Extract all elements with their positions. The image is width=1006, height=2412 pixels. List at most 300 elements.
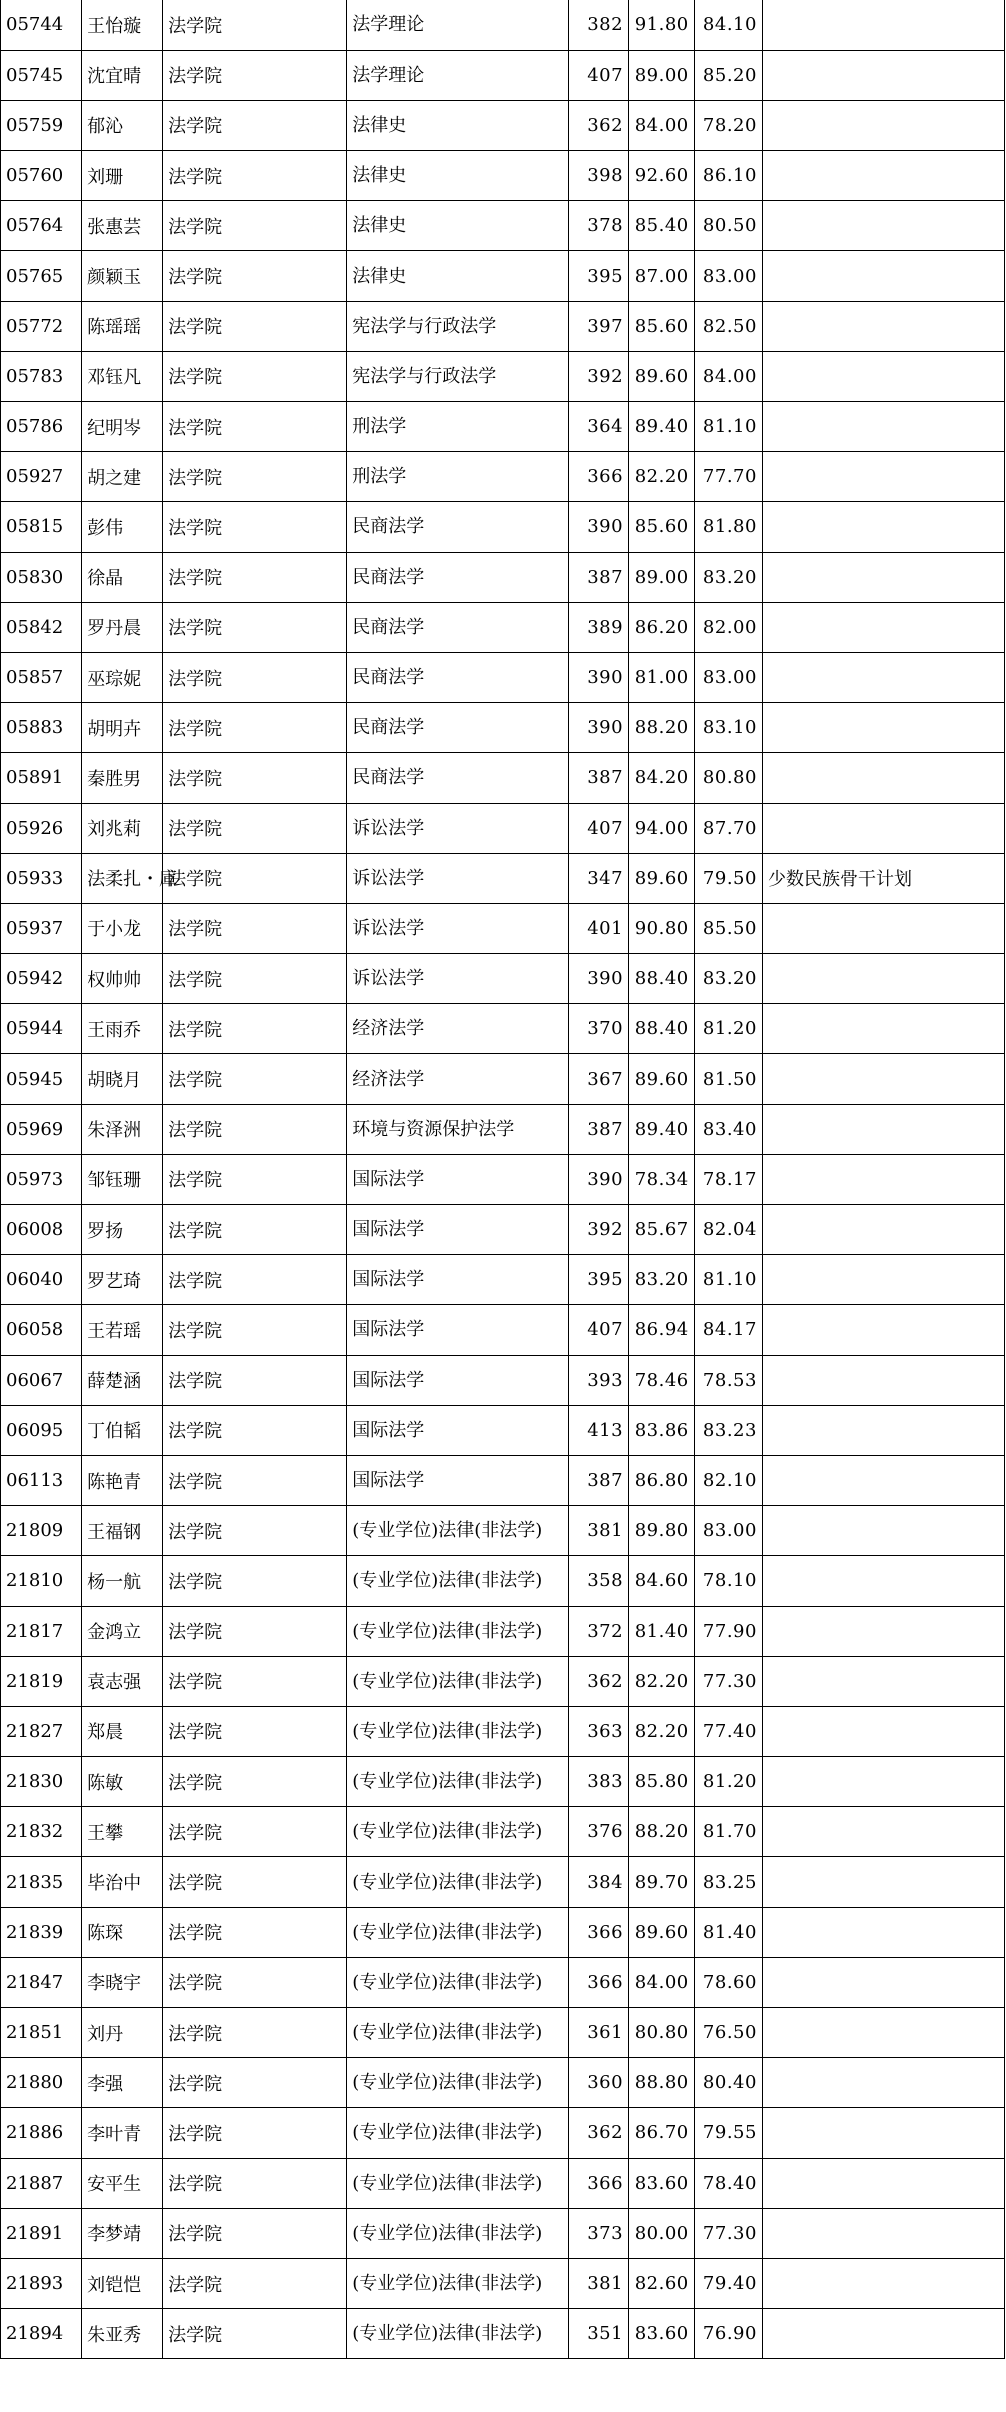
interview-score-cell: 88.40 xyxy=(629,1004,695,1054)
note-cell xyxy=(762,402,1004,452)
table-row xyxy=(1,251,1005,301)
initial-score-cell: 383 xyxy=(568,1757,628,1807)
candidate-id-cell: 21832 xyxy=(1,1807,82,1857)
school-cell: 法学院 xyxy=(163,201,347,251)
school-cell: 法学院 xyxy=(163,502,347,552)
major-cell: 刑法学 xyxy=(347,452,568,502)
name-cell: 丁伯韬 xyxy=(82,1405,163,1455)
candidate-id-cell: 21839 xyxy=(1,1907,82,1957)
interview-score-cell: 89.60 xyxy=(629,1054,695,1104)
total-score-cell: 85.20 xyxy=(694,50,762,100)
interview-score-cell: 86.70 xyxy=(629,2108,695,2158)
initial-score-cell: 382 xyxy=(568,0,628,50)
school-cell: 法学院 xyxy=(163,1355,347,1405)
total-score-cell: 86.10 xyxy=(694,151,762,201)
total-score-cell: 78.53 xyxy=(694,1355,762,1405)
total-score-cell: 83.20 xyxy=(694,552,762,602)
table-row xyxy=(1,2008,1005,2058)
table-row xyxy=(1,753,1005,803)
note-cell xyxy=(762,552,1004,602)
total-score-cell: 82.10 xyxy=(694,1455,762,1505)
note-cell xyxy=(762,351,1004,401)
name-cell: 彭伟 xyxy=(82,502,163,552)
total-score-cell: 77.70 xyxy=(694,452,762,502)
total-score-cell: 83.23 xyxy=(694,1405,762,1455)
school-cell: 法学院 xyxy=(163,301,347,351)
major-cell: 法律史 xyxy=(347,201,568,251)
initial-score-cell: 358 xyxy=(568,1556,628,1606)
note-cell xyxy=(762,1455,1004,1505)
name-cell: 沈宜晴 xyxy=(82,50,163,100)
total-score-cell: 80.80 xyxy=(694,753,762,803)
initial-score-cell: 378 xyxy=(568,201,628,251)
note-cell xyxy=(762,1606,1004,1656)
table-row xyxy=(1,301,1005,351)
table-row xyxy=(1,1857,1005,1907)
candidate-id-cell: 05815 xyxy=(1,502,82,552)
total-score-cell: 78.40 xyxy=(694,2158,762,2208)
initial-score-cell: 395 xyxy=(568,1255,628,1305)
note-cell xyxy=(762,954,1004,1004)
candidate-id-cell: 05842 xyxy=(1,602,82,652)
interview-score-cell: 89.70 xyxy=(629,1857,695,1907)
name-cell: 刘珊 xyxy=(82,151,163,201)
table-row xyxy=(1,1606,1005,1656)
initial-score-cell: 362 xyxy=(568,2108,628,2158)
candidate-id-cell: 05786 xyxy=(1,402,82,452)
school-cell: 法学院 xyxy=(163,1205,347,1255)
major-cell: 诉讼法学 xyxy=(347,954,568,1004)
table-row xyxy=(1,0,1005,50)
name-cell: 袁志强 xyxy=(82,1656,163,1706)
candidate-id-cell: 21893 xyxy=(1,2258,82,2308)
note-cell xyxy=(762,2058,1004,2108)
total-score-cell: 84.17 xyxy=(694,1305,762,1355)
initial-score-cell: 366 xyxy=(568,1957,628,2007)
note-cell xyxy=(762,1154,1004,1204)
candidate-id-cell: 05759 xyxy=(1,100,82,150)
name-cell: 刘铠恺 xyxy=(82,2258,163,2308)
name-cell: 李叶青 xyxy=(82,2108,163,2158)
total-score-cell: 81.20 xyxy=(694,1757,762,1807)
initial-score-cell: 366 xyxy=(568,1907,628,1957)
initial-score-cell: 360 xyxy=(568,2058,628,2108)
note-cell xyxy=(762,2108,1004,2158)
name-cell: 徐晶 xyxy=(82,552,163,602)
initial-score-cell: 407 xyxy=(568,50,628,100)
initial-score-cell: 395 xyxy=(568,251,628,301)
note-cell xyxy=(762,0,1004,50)
note-cell xyxy=(762,1355,1004,1405)
name-cell: 安平生 xyxy=(82,2158,163,2208)
school-cell: 法学院 xyxy=(163,2258,347,2308)
major-cell: 民商法学 xyxy=(347,502,568,552)
interview-score-cell: 78.34 xyxy=(629,1154,695,1204)
table-row xyxy=(1,2058,1005,2108)
major-cell: 经济法学 xyxy=(347,1054,568,1104)
initial-score-cell: 362 xyxy=(568,100,628,150)
table-row xyxy=(1,1455,1005,1505)
table-body xyxy=(1,0,1005,2359)
major-cell: 宪法学与行政法学 xyxy=(347,351,568,401)
total-score-cell: 83.25 xyxy=(694,1857,762,1907)
candidate-id-cell: 05969 xyxy=(1,1104,82,1154)
initial-score-cell: 361 xyxy=(568,2008,628,2058)
name-cell: 王福钢 xyxy=(82,1506,163,1556)
candidate-id-cell: 21891 xyxy=(1,2208,82,2258)
total-score-cell: 78.10 xyxy=(694,1556,762,1606)
note-cell xyxy=(762,452,1004,502)
note-cell xyxy=(762,1857,1004,1907)
total-score-cell: 83.00 xyxy=(694,251,762,301)
candidate-id-cell: 05933 xyxy=(1,853,82,903)
school-cell: 法学院 xyxy=(163,903,347,953)
initial-score-cell: 372 xyxy=(568,1606,628,1656)
name-cell: 金鸿立 xyxy=(82,1606,163,1656)
interview-score-cell: 88.80 xyxy=(629,2058,695,2108)
note-cell xyxy=(762,151,1004,201)
initial-score-cell: 407 xyxy=(568,803,628,853)
interview-score-cell: 78.46 xyxy=(629,1355,695,1405)
name-cell: 李强 xyxy=(82,2058,163,2108)
total-score-cell: 80.50 xyxy=(694,201,762,251)
note-cell: 少数民族骨干计划 xyxy=(762,853,1004,903)
candidate-id-cell: 21880 xyxy=(1,2058,82,2108)
candidate-id-cell: 21819 xyxy=(1,1656,82,1706)
interview-score-cell: 94.00 xyxy=(629,803,695,853)
table-row xyxy=(1,1757,1005,1807)
initial-score-cell: 392 xyxy=(568,351,628,401)
initial-score-cell: 401 xyxy=(568,903,628,953)
major-cell: 法律史 xyxy=(347,151,568,201)
candidate-id-cell: 05926 xyxy=(1,803,82,853)
table-row xyxy=(1,1004,1005,1054)
initial-score-cell: 347 xyxy=(568,853,628,903)
candidate-id-cell: 21817 xyxy=(1,1606,82,1656)
school-cell: 法学院 xyxy=(163,954,347,1004)
total-score-cell: 77.40 xyxy=(694,1706,762,1756)
total-score-cell: 77.30 xyxy=(694,1656,762,1706)
school-cell: 法学院 xyxy=(163,552,347,602)
initial-score-cell: 366 xyxy=(568,452,628,502)
total-score-cell: 81.80 xyxy=(694,502,762,552)
table-row xyxy=(1,351,1005,401)
interview-score-cell: 85.40 xyxy=(629,201,695,251)
major-cell: 国际法学 xyxy=(347,1405,568,1455)
interview-score-cell: 87.00 xyxy=(629,251,695,301)
note-cell xyxy=(762,1556,1004,1606)
name-cell: 胡明卉 xyxy=(82,703,163,753)
name-cell: 纪明岑 xyxy=(82,402,163,452)
school-cell: 法学院 xyxy=(163,2309,347,2359)
interview-score-cell: 86.94 xyxy=(629,1305,695,1355)
initial-score-cell: 398 xyxy=(568,151,628,201)
school-cell: 法学院 xyxy=(163,1706,347,1756)
total-score-cell: 83.20 xyxy=(694,954,762,1004)
school-cell: 法学院 xyxy=(163,2108,347,2158)
school-cell: 法学院 xyxy=(163,50,347,100)
candidate-id-cell: 05883 xyxy=(1,703,82,753)
name-cell: 张惠芸 xyxy=(82,201,163,251)
note-cell xyxy=(762,903,1004,953)
school-cell: 法学院 xyxy=(163,1455,347,1505)
interview-score-cell: 89.60 xyxy=(629,351,695,401)
initial-score-cell: 381 xyxy=(568,1506,628,1556)
table-row xyxy=(1,2258,1005,2308)
note-cell xyxy=(762,1907,1004,1957)
initial-score-cell: 373 xyxy=(568,2208,628,2258)
interview-score-cell: 89.40 xyxy=(629,402,695,452)
interview-score-cell: 80.80 xyxy=(629,2008,695,2058)
school-cell: 法学院 xyxy=(163,2158,347,2208)
candidate-id-cell: 06058 xyxy=(1,1305,82,1355)
note-cell xyxy=(762,1205,1004,1255)
major-cell: (专业学位)法律(非法学) xyxy=(347,1907,568,1957)
candidate-id-cell: 06008 xyxy=(1,1205,82,1255)
total-score-cell: 81.70 xyxy=(694,1807,762,1857)
note-cell xyxy=(762,2008,1004,2058)
major-cell: 环境与资源保护法学 xyxy=(347,1104,568,1154)
table-row xyxy=(1,1154,1005,1204)
initial-score-cell: 351 xyxy=(568,2309,628,2359)
school-cell: 法学院 xyxy=(163,1907,347,1957)
initial-score-cell: 387 xyxy=(568,1455,628,1505)
name-cell: 邓钰凡 xyxy=(82,351,163,401)
interview-score-cell: 86.80 xyxy=(629,1455,695,1505)
name-cell: 刘兆莉 xyxy=(82,803,163,853)
note-cell xyxy=(762,1706,1004,1756)
candidate-id-cell: 05745 xyxy=(1,50,82,100)
major-cell: (专业学位)法律(非法学) xyxy=(347,1556,568,1606)
candidate-id-cell: 06113 xyxy=(1,1455,82,1505)
school-cell: 法学院 xyxy=(163,1104,347,1154)
table-row xyxy=(1,201,1005,251)
table-row xyxy=(1,452,1005,502)
total-score-cell: 83.00 xyxy=(694,652,762,702)
interview-score-cell: 85.60 xyxy=(629,301,695,351)
interview-score-cell: 81.40 xyxy=(629,1606,695,1656)
interview-score-cell: 91.80 xyxy=(629,0,695,50)
table-row xyxy=(1,1255,1005,1305)
major-cell: 民商法学 xyxy=(347,552,568,602)
interview-score-cell: 89.60 xyxy=(629,1907,695,1957)
school-cell: 法学院 xyxy=(163,452,347,502)
name-cell: 朱泽洲 xyxy=(82,1104,163,1154)
candidate-id-cell: 21827 xyxy=(1,1706,82,1756)
table-row xyxy=(1,1355,1005,1405)
note-cell xyxy=(762,1054,1004,1104)
candidate-id-cell: 05783 xyxy=(1,351,82,401)
table-row xyxy=(1,552,1005,602)
candidate-id-cell: 05772 xyxy=(1,301,82,351)
major-cell: (专业学位)法律(非法学) xyxy=(347,2309,568,2359)
table-row xyxy=(1,1957,1005,2007)
initial-score-cell: 392 xyxy=(568,1205,628,1255)
table-row xyxy=(1,1706,1005,1756)
table-row xyxy=(1,402,1005,452)
candidate-id-cell: 05937 xyxy=(1,903,82,953)
candidate-id-cell: 05765 xyxy=(1,251,82,301)
interview-score-cell: 82.20 xyxy=(629,452,695,502)
interview-score-cell: 88.40 xyxy=(629,954,695,1004)
candidate-id-cell: 21851 xyxy=(1,2008,82,2058)
total-score-cell: 82.00 xyxy=(694,602,762,652)
candidate-id-cell: 21894 xyxy=(1,2309,82,2359)
note-cell xyxy=(762,1957,1004,2007)
interview-score-cell: 84.00 xyxy=(629,100,695,150)
candidate-id-cell: 21887 xyxy=(1,2158,82,2208)
interview-score-cell: 89.00 xyxy=(629,50,695,100)
major-cell: 法学理论 xyxy=(347,50,568,100)
major-cell: (专业学位)法律(非法学) xyxy=(347,1656,568,1706)
table-row xyxy=(1,1506,1005,1556)
major-cell: (专业学位)法律(非法学) xyxy=(347,2158,568,2208)
school-cell: 法学院 xyxy=(163,100,347,150)
school-cell: 法学院 xyxy=(163,1757,347,1807)
candidate-id-cell: 21847 xyxy=(1,1957,82,2007)
initial-score-cell: 387 xyxy=(568,552,628,602)
table-row xyxy=(1,652,1005,702)
note-cell xyxy=(762,1656,1004,1706)
major-cell: (专业学位)法律(非法学) xyxy=(347,1957,568,2007)
interview-score-cell: 85.80 xyxy=(629,1757,695,1807)
school-cell: 法学院 xyxy=(163,753,347,803)
note-cell xyxy=(762,602,1004,652)
initial-score-cell: 393 xyxy=(568,1355,628,1405)
major-cell: (专业学位)法律(非法学) xyxy=(347,1857,568,1907)
initial-score-cell: 413 xyxy=(568,1405,628,1455)
school-cell: 法学院 xyxy=(163,1054,347,1104)
major-cell: 民商法学 xyxy=(347,703,568,753)
name-cell: 法柔扎・庫 xyxy=(82,853,163,903)
major-cell: (专业学位)法律(非法学) xyxy=(347,2008,568,2058)
major-cell: 诉讼法学 xyxy=(347,803,568,853)
initial-score-cell: 390 xyxy=(568,703,628,753)
candidate-id-cell: 05942 xyxy=(1,954,82,1004)
interview-score-cell: 89.80 xyxy=(629,1506,695,1556)
major-cell: 国际法学 xyxy=(347,1205,568,1255)
school-cell: 法学院 xyxy=(163,652,347,702)
name-cell: 毕治中 xyxy=(82,1857,163,1907)
note-cell xyxy=(762,251,1004,301)
initial-score-cell: 407 xyxy=(568,1305,628,1355)
initial-score-cell: 381 xyxy=(568,2258,628,2308)
initial-score-cell: 362 xyxy=(568,1656,628,1706)
interview-score-cell: 83.60 xyxy=(629,2309,695,2359)
note-cell xyxy=(762,100,1004,150)
table-row xyxy=(1,954,1005,1004)
interview-score-cell: 80.00 xyxy=(629,2208,695,2258)
candidate-id-cell: 05830 xyxy=(1,552,82,602)
total-score-cell: 81.10 xyxy=(694,1255,762,1305)
interview-score-cell: 81.00 xyxy=(629,652,695,702)
total-score-cell: 81.10 xyxy=(694,402,762,452)
candidate-id-cell: 05944 xyxy=(1,1004,82,1054)
school-cell: 法学院 xyxy=(163,602,347,652)
note-cell xyxy=(762,753,1004,803)
interview-score-cell: 82.20 xyxy=(629,1706,695,1756)
note-cell xyxy=(762,1506,1004,1556)
school-cell: 法学院 xyxy=(163,1506,347,1556)
candidate-id-cell: 06067 xyxy=(1,1355,82,1405)
major-cell: (专业学位)法律(非法学) xyxy=(347,2108,568,2158)
table-row xyxy=(1,1054,1005,1104)
interview-score-cell: 90.80 xyxy=(629,903,695,953)
name-cell: 李梦靖 xyxy=(82,2208,163,2258)
total-score-cell: 84.10 xyxy=(694,0,762,50)
name-cell: 陈琛 xyxy=(82,1907,163,1957)
table-row xyxy=(1,1305,1005,1355)
initial-score-cell: 364 xyxy=(568,402,628,452)
table-row xyxy=(1,50,1005,100)
initial-score-cell: 370 xyxy=(568,1004,628,1054)
major-cell: (专业学位)法律(非法学) xyxy=(347,1606,568,1656)
school-cell: 法学院 xyxy=(163,1154,347,1204)
name-cell: 郁沁 xyxy=(82,100,163,150)
note-cell xyxy=(762,2208,1004,2258)
initial-score-cell: 387 xyxy=(568,753,628,803)
total-score-cell: 79.40 xyxy=(694,2258,762,2308)
initial-score-cell: 363 xyxy=(568,1706,628,1756)
total-score-cell: 76.90 xyxy=(694,2309,762,2359)
interview-score-cell: 88.20 xyxy=(629,703,695,753)
interview-score-cell: 84.60 xyxy=(629,1556,695,1606)
table-row xyxy=(1,1907,1005,1957)
total-score-cell: 77.90 xyxy=(694,1606,762,1656)
school-cell: 法学院 xyxy=(163,1807,347,1857)
interview-score-cell: 92.60 xyxy=(629,151,695,201)
school-cell: 法学院 xyxy=(163,0,347,50)
table-row xyxy=(1,151,1005,201)
school-cell: 法学院 xyxy=(163,1255,347,1305)
interview-score-cell: 85.60 xyxy=(629,502,695,552)
name-cell: 王雨乔 xyxy=(82,1004,163,1054)
school-cell: 法学院 xyxy=(163,703,347,753)
note-cell xyxy=(762,1255,1004,1305)
interview-score-cell: 83.86 xyxy=(629,1405,695,1455)
candidate-id-cell: 05945 xyxy=(1,1054,82,1104)
total-score-cell: 82.50 xyxy=(694,301,762,351)
school-cell: 法学院 xyxy=(163,1305,347,1355)
table-row xyxy=(1,100,1005,150)
candidate-id-cell: 06040 xyxy=(1,1255,82,1305)
major-cell: 民商法学 xyxy=(347,652,568,702)
name-cell: 颜颖玉 xyxy=(82,251,163,301)
name-cell: 罗扬 xyxy=(82,1205,163,1255)
major-cell: (专业学位)法律(非法学) xyxy=(347,2258,568,2308)
note-cell xyxy=(762,502,1004,552)
name-cell: 罗艺琦 xyxy=(82,1255,163,1305)
major-cell: 诉讼法学 xyxy=(347,853,568,903)
note-cell xyxy=(762,201,1004,251)
initial-score-cell: 376 xyxy=(568,1807,628,1857)
major-cell: 宪法学与行政法学 xyxy=(347,301,568,351)
major-cell: 国际法学 xyxy=(347,1355,568,1405)
name-cell: 陈敏 xyxy=(82,1757,163,1807)
total-score-cell: 80.40 xyxy=(694,2058,762,2108)
candidate-id-cell: 05927 xyxy=(1,452,82,502)
table-row xyxy=(1,2309,1005,2359)
school-cell: 法学院 xyxy=(163,251,347,301)
school-cell: 法学院 xyxy=(163,1606,347,1656)
interview-score-cell: 83.60 xyxy=(629,2158,695,2208)
note-cell xyxy=(762,652,1004,702)
school-cell: 法学院 xyxy=(163,402,347,452)
total-score-cell: 83.10 xyxy=(694,703,762,753)
interview-score-cell: 89.60 xyxy=(629,853,695,903)
major-cell: (专业学位)法律(非法学) xyxy=(347,2058,568,2108)
note-cell xyxy=(762,1757,1004,1807)
